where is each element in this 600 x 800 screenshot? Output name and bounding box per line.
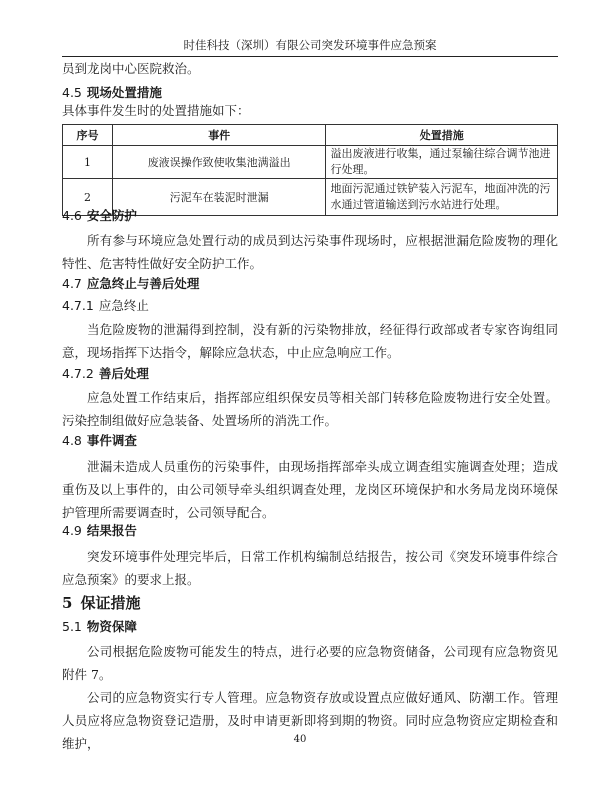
col-header-event: 事件 — [112, 125, 326, 146]
heading-number: 4.7 — [62, 276, 82, 291]
heading-title: 应急终止 — [98, 298, 149, 313]
paragraph-investigation: 泄漏未造成人员重伤的污染事件，由现场指挥部牵头成立调查组实施调查处理；造成重伤及以上事件的，由公司领导牵头组织调查处理，龙岗区环境保护和水务局龙岗环境保护管理所需要调查时，公司领导配合。 — [62, 459, 558, 520]
continued-text: 员到龙岗中心医院救治。 — [62, 61, 200, 76]
heading-4-5 — [62, 84, 162, 102]
heading-5-1 — [62, 618, 137, 636]
heading-number: 4.7.2 — [62, 366, 94, 381]
heading-number: 4.9 — [62, 523, 82, 538]
heading-title: 保证措施 — [80, 594, 141, 612]
table-header-row — [63, 125, 558, 146]
heading-number: 5 — [62, 594, 73, 612]
heading-number: 4.8 — [62, 433, 82, 448]
heading-4-7-1 — [62, 297, 149, 315]
heading-title: 善后处理 — [98, 366, 149, 381]
cell-action: 地面污泥通过铁铲装入污泥车，地面冲洗的污水通过管道输送到污水站进行处理。 — [326, 179, 558, 216]
heading-title: 应急终止与善后处理 — [86, 276, 200, 291]
heading-title: 事件调查 — [86, 433, 137, 448]
table-row — [63, 146, 558, 179]
heading-title: 物资保障 — [86, 619, 137, 634]
heading-4-9 — [62, 522, 137, 540]
table-intro: 具体事件发生时的处置措施如下： — [62, 103, 250, 118]
heading-title: 结果报告 — [86, 523, 137, 538]
heading-4-8 — [62, 432, 137, 450]
cell-event: 污泥车在装泥时泄漏 — [112, 179, 326, 216]
cell-no: 1 — [63, 146, 113, 179]
heading-title: 安全防护 — [86, 208, 137, 223]
paragraph-materials: 公司根据危险废物可能发生的特点，进行必要的应急物资储备，公司现有应急物资见附件 7。 — [62, 644, 558, 682]
heading-4-6 — [62, 207, 137, 225]
measures-table — [62, 124, 558, 216]
cell-action: 溢出废液进行收集，通过泵输往综合调节池进行处理。 — [326, 146, 558, 179]
paragraph-materials-management: 公司的应急物资实行专人管理。应急物资存放或设置点应做好通风、防潮工作。管理人员应将应急物资登记造册，及时申请更新即将到期的物资。同时应急物资应定期检查和维护， — [62, 690, 558, 751]
heading-title: 现场处置措施 — [86, 85, 162, 100]
paragraph-report: 突发环境事件处理完毕后，日常工作机构编制总结报告，按公司《突发环境事件综合应急预案》的要求上报。 — [62, 549, 558, 587]
cell-event: 废液误操作致使收集池满溢出 — [112, 146, 326, 179]
heading-4-7 — [62, 275, 199, 293]
paragraph-aftermath: 应急处置工作结束后，指挥部应组织保安员等相关部门转移危险废物进行安全处置。污染控制组做好应急装备、处置场所的消洗工作。 — [62, 390, 558, 428]
col-header-no: 序号 — [63, 125, 113, 146]
page-header: 时佳科技（深圳）有限公司突发环境事件应急预案 — [183, 38, 437, 52]
paragraph-termination: 当危险废物的泄漏得到控制，没有新的污染物排放，经征得行政部或者专家咨询组同意，现场指挥下达指令，解除应急状态，中止应急响应工作。 — [62, 322, 558, 360]
heading-number: 5.1 — [62, 619, 82, 634]
heading-number: 4.5 — [62, 85, 82, 100]
heading-5 — [62, 593, 140, 613]
cell-no: 2 — [63, 179, 113, 216]
col-header-action: 处置措施 — [326, 125, 558, 146]
heading-number: 4.7.1 — [62, 298, 94, 313]
header-rule — [62, 56, 558, 57]
heading-4-7-2 — [62, 365, 149, 383]
page-number: 40 — [293, 734, 307, 745]
paragraph-safety: 所有参与环境应急处置行动的成员到达污染事件现场时，应根据泄漏危险废物的理化特性、危害特性做好安全防护工作。 — [62, 233, 558, 271]
heading-number: 4.6 — [62, 208, 82, 223]
